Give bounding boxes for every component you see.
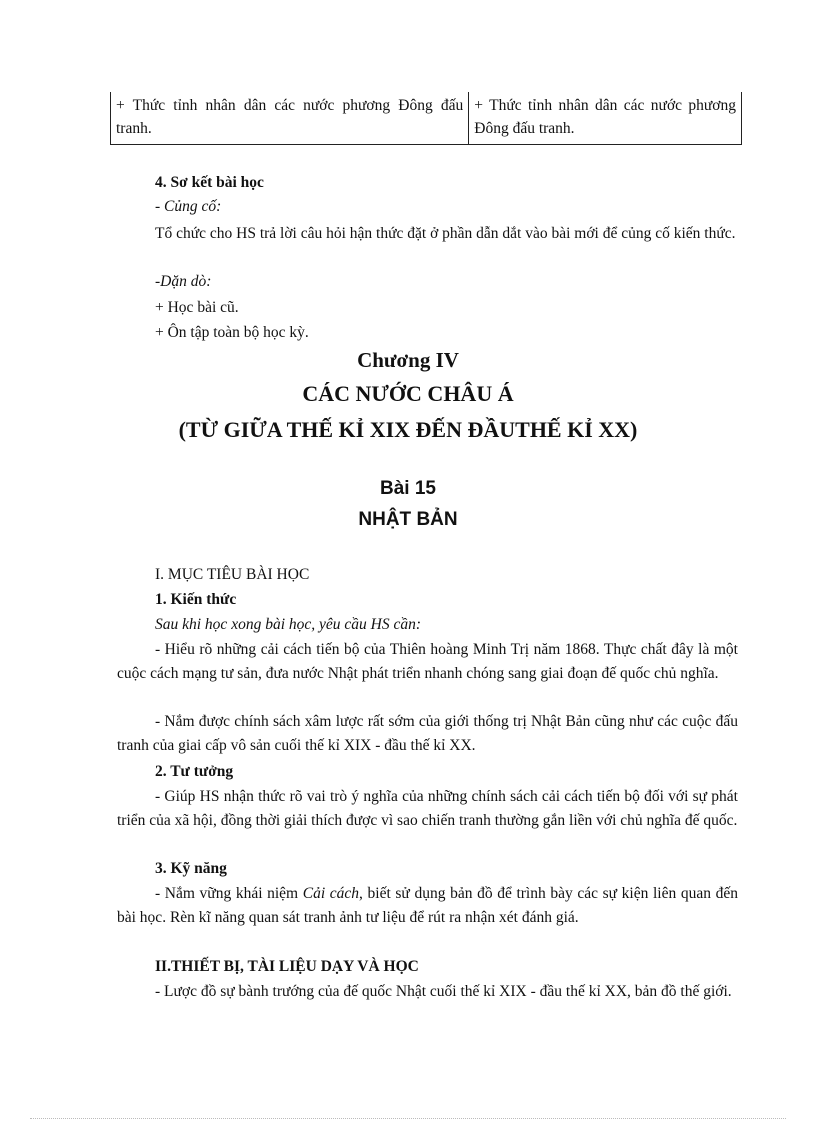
knowledge-intro: Sau khi học xong bài học, yêu cầu HS cần:	[155, 616, 422, 633]
page-bottom-divider	[30, 1118, 786, 1119]
table-cell-right: + Thức tỉnh nhân dân các nước phương Đông đấu tranh.	[469, 92, 742, 145]
skills-paragraph	[117, 882, 738, 930]
consolidate-label: - Củng cố:	[155, 198, 222, 215]
chapter-number: Chương IV	[357, 348, 459, 372]
thought-paragraph: - Giúp HS nhận thức rõ vai trò ý nghĩa của những chính sách cải cách tiến bộ đối với sự phát triển của xã hội, đồng thời giải thích được vì sao chiến tranh thường gắn liền với chủ nghĩa đế quốc.	[117, 788, 738, 829]
comparison-table	[110, 92, 742, 145]
table-cell-left: + Thức tỉnh nhân dân các nước phương Đông đấu tranh.	[111, 92, 469, 145]
knowledge-heading: 1. Kiến thức	[155, 591, 237, 608]
lesson-title: NHẬT BẢN	[358, 509, 458, 530]
skills-text-prefix: - Nắm vững khái niệm	[155, 885, 303, 902]
skills-heading: 3. Kỹ năng	[155, 860, 227, 877]
table-row	[111, 92, 742, 145]
homework-label: -Dặn dò:	[155, 273, 212, 290]
homework-item: + Học bài cũ.	[155, 299, 239, 316]
knowledge-paragraph: - Nắm được chính sách xâm lược rất sớm của giới thống trị Nhật Bản cũng như các cuộc đấu tranh của giai cấp vô sản cuối thế kỉ XIX - đầu thế kỉ XX.	[117, 713, 738, 754]
chapter-title: CÁC NƯỚC CHÂU Á	[302, 381, 514, 406]
objectives-heading: I. MỤC TIÊU BÀI HỌC	[155, 566, 310, 583]
equipment-paragraph: - Lược đồ sự bành trướng của đế quốc Nhật cuối thế kỉ XIX - đầu thế kỉ XX, bản đồ thế giới.	[155, 983, 732, 1000]
lesson-number: Bài 15	[380, 478, 436, 499]
equipment-heading: II.THIẾT BỊ, TÀI LIỆU DẠY VÀ HỌC	[155, 958, 419, 975]
consolidate-text: Tổ chức cho HS trả lời câu hỏi hận thức đặt ở phần dẫn dắt vào bài mới để củng cố kiến thức.	[155, 225, 736, 242]
skills-term: Cải cách	[302, 885, 360, 902]
knowledge-paragraph: - Hiểu rõ những cải cách tiến bộ của Thiên hoàng Minh Trị năm 1868. Thực chất đây là một cuộc cách mạng tư sản, đưa nước Nhật phát triển nhanh chóng sang giai đoạn đế quốc chủ nghĩa.	[117, 641, 738, 682]
chapter-subtitle: (TỪ GIỮA THẾ KỈ XIX ĐẾN ĐẦUTHẾ KỈ XX)	[178, 417, 638, 442]
skills-text-suffix: , biết sử dụng bản đồ để trình bày các sự kiện liên quan đến bài học. Rèn kĩ năng quan sát tranh ảnh tư liệu để rút ra nhận xét đánh giá.	[117, 885, 738, 926]
summary-heading: 4. Sơ kết bài học	[155, 174, 264, 191]
homework-item: + Ôn tập toàn bộ học kỳ.	[155, 324, 309, 341]
thought-heading: 2. Tư tưởng	[155, 763, 234, 780]
